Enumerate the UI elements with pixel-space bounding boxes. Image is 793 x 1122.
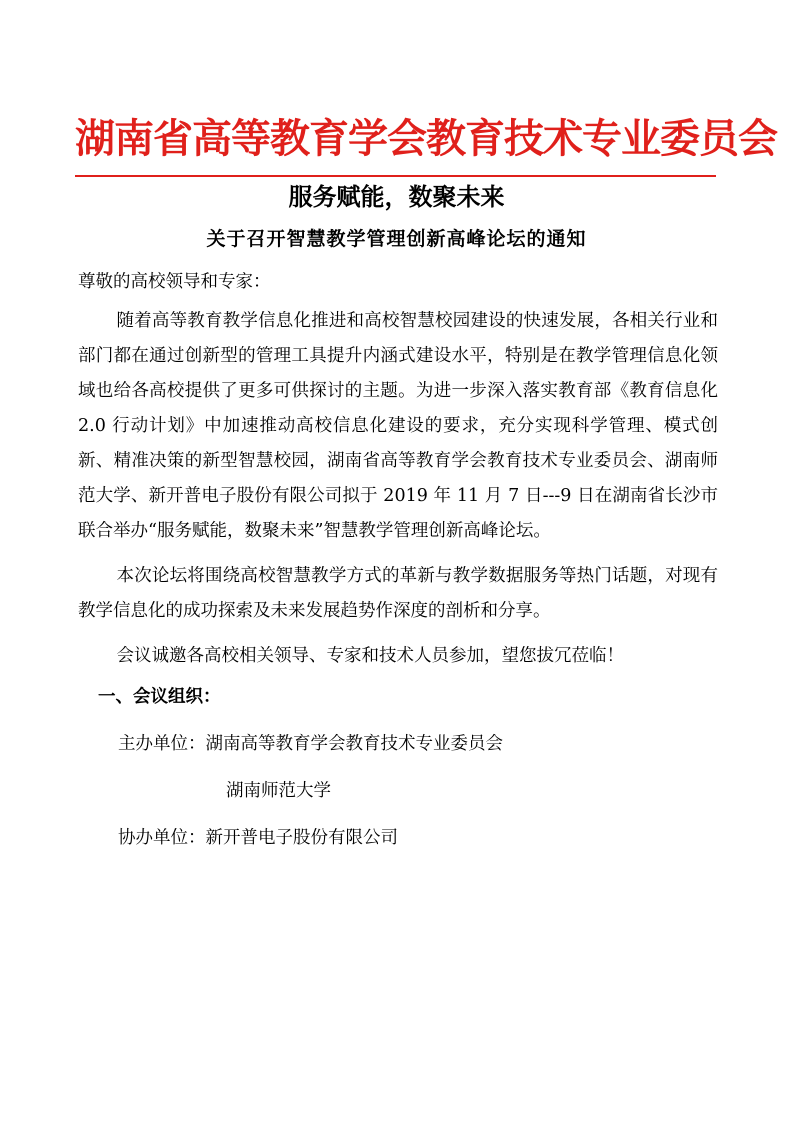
co-organizer-line: 协办单位：新开普电子股份有限公司: [118, 828, 398, 848]
red-divider-rule: [75, 175, 716, 177]
section-heading-organization: 一、会议组织：: [98, 687, 221, 707]
organization-title: 湖南省高等教育学会教育技术专业委员会: [75, 116, 777, 162]
paragraph-invitation: 会议诚邀各高校相关领导、专家和技术人员参加，望您拔冗莅临！: [116, 646, 624, 666]
notice-title: 关于召开智慧教学管理创新高峰论坛的通知: [206, 228, 587, 250]
notice-body: [78, 265, 718, 856]
host-organizer-line: 主办单位：湖南高等教育学会教育技术专业委员会: [118, 734, 503, 754]
forum-slogan: 服务赋能，数聚未来: [288, 183, 505, 211]
paragraph-topics: 本次论坛将围绕高校智慧教学方式的革新与教学数据服务等热门话题，对现有教学信息化的成功探索及未来发展趋势作深度的剖析和分享。: [78, 566, 718, 621]
host-organizer-line-2: 湖南师范大学: [226, 781, 331, 801]
paragraph-intro: 随着高等教育教学信息化推进和高校智慧校园建设的快速发展，各相关行业和部门都在通过创新型的管理工具提升内涵式建设水平，特别是在教学管理信息化领域也给各高校提供了更多可供探讨的主题。为进一步深入落实教育部《教育信息化 2.0 行动计划》中加速推动高校信息化建设的要求，充分实现科学管理、模式创新、精准决策的新型智慧校园，湖南省高等教育学会教育技术专业委员会、湖南师范大学、新开普电子股份有限公司拟于 2019 年 11 月 7 日---9 日在湖南省长沙市联合举办“服务赋能，数聚未来”智慧教学管理创新高峰论坛。: [78, 311, 718, 541]
salutation: 尊敬的高校领导和专家：: [78, 272, 271, 292]
